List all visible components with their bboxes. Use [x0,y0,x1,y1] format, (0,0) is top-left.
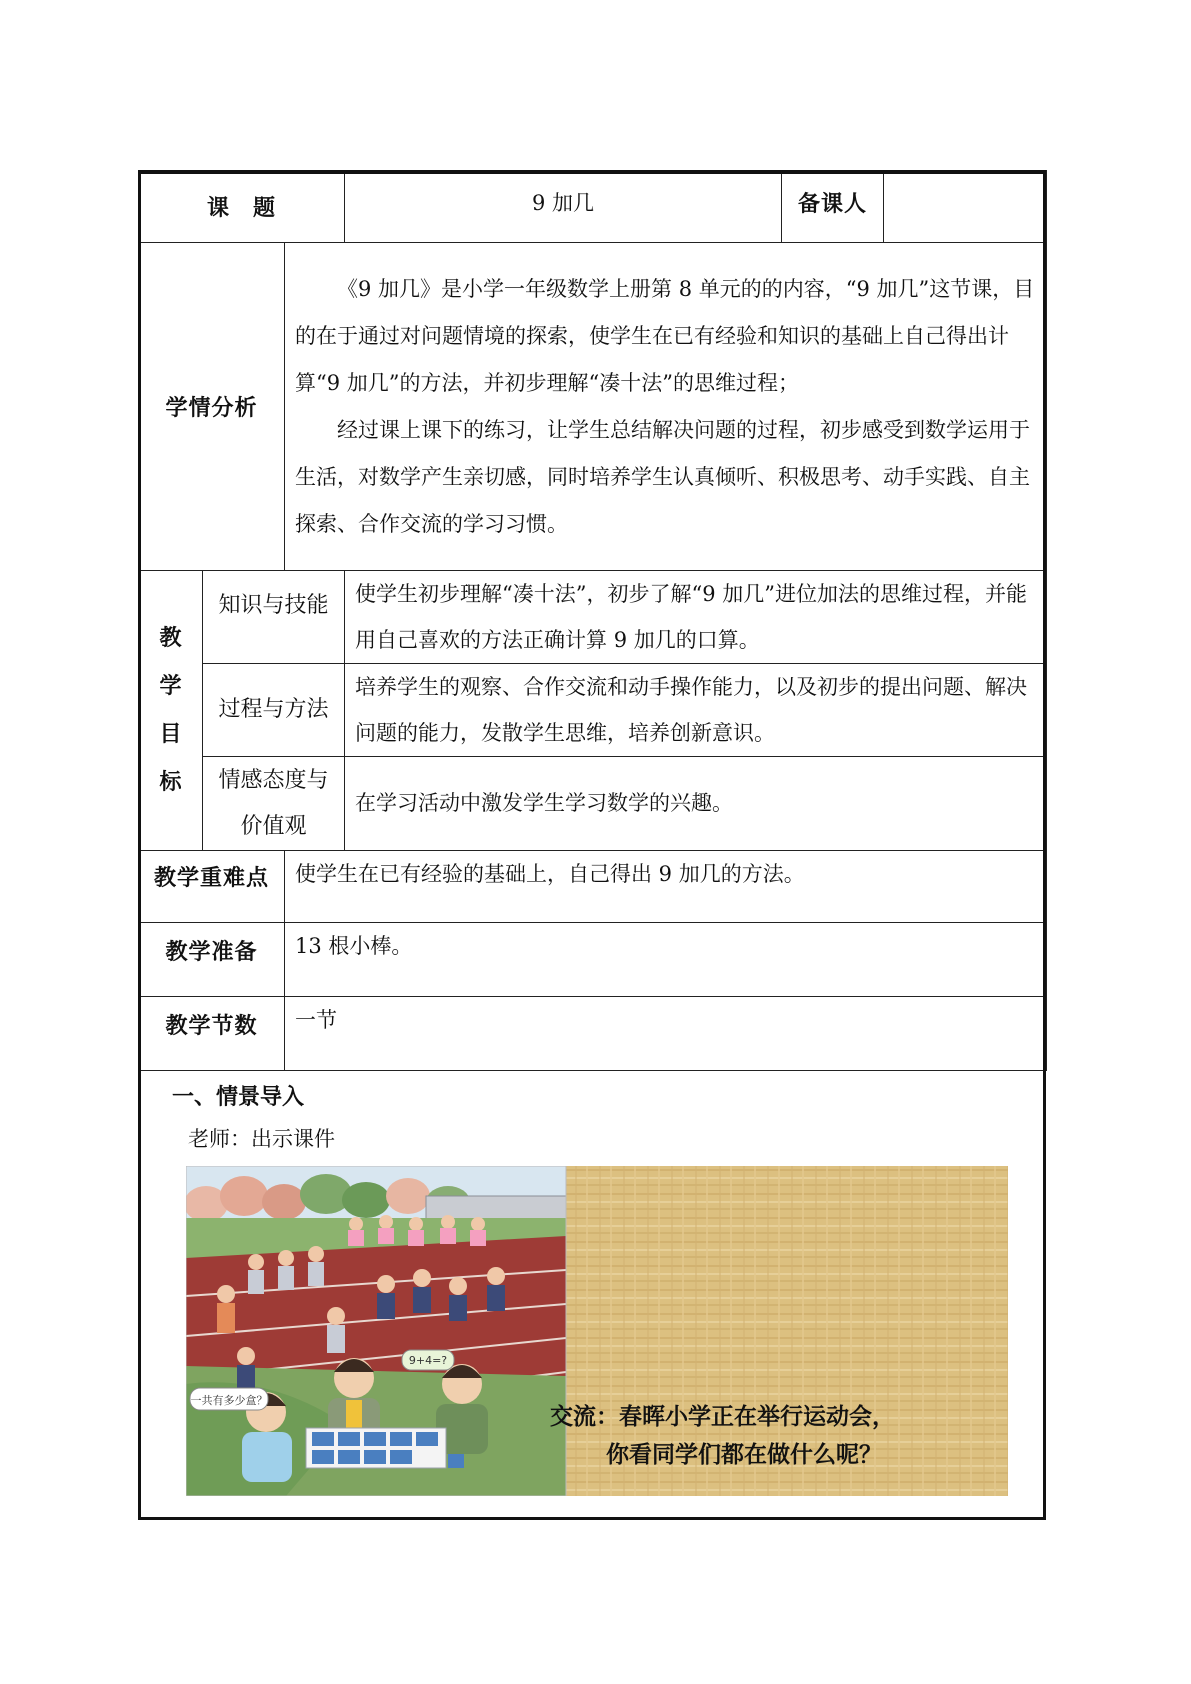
goal-text-attitude: 在学习活动中激发学生学习数学的兴趣。 [345,757,1047,851]
goals-label-char-2: 学 [159,673,182,699]
speech-bubble-left [190,1388,268,1410]
goal-name-attitude-line2: 价值观 [240,813,307,839]
slide-caption-line-1: 交流：春晖小学正在举行运动会， [550,1404,895,1430]
preparation-label: 教学准备 [139,923,285,997]
goal-text-process: 培养学生的观察、合作交流和动手操作能力，以及初步的提出问题、解决问题的能力，发散学生思维，培养创新意识。 [345,664,1047,757]
section-title-intro: 一、情景导入 [172,1085,305,1110]
slide-caption-line-2: 你看同学们都在做什么呢？ [606,1442,882,1468]
bubble-right-text: 9+4=? [408,1354,448,1367]
key-points-text: 使学生在已有经验的基础上，自己得出 9 加几的方法。 [285,851,1047,923]
goals-label-char-4: 标 [159,769,182,795]
courseware-slide [186,1166,1008,1496]
goals-label-char-3: 目 [159,721,182,747]
topic-label: 课 题 [139,171,345,243]
milk-crate [306,1428,464,1468]
teacher-instruction: 老师：出示课件 [188,1127,335,1151]
periods-label: 教学节数 [139,997,285,1071]
preparer-label: 备课人 [782,171,884,243]
topic-value: 9 加几 [345,171,782,243]
bubble-left-text: 一共有多少盒？ [190,1394,268,1407]
goal-name-knowledge: 知识与技能 [203,571,345,664]
goal-name-process: 过程与方法 [203,664,345,757]
analysis-paragraph-2: 经过课上课下的练习，让学生总结解决问题的过程，初步感受到数学运用于生活，对数学产生亲切感，同时培养学生认真倾听、积极思考、动手实践、自主探索、合作交流的学习习惯。 [295,417,1030,536]
analysis-paragraph-1: 《9 加几》是小学一年级数学上册第 8 单元的的内容，“9 加几”这节课，目的在于通过对问题情境的探索，使学生在已有经验和知识的基础上自己得出计算“9 加几”的方法，并初步理解“凑十法”的思维过程； [295,276,1035,395]
goal-name-attitude-line1: 情感态度与 [218,767,329,793]
slide-illustration [186,1166,1008,1496]
preparation-text: 13 根小棒。 [285,923,1047,997]
goal-text-knowledge: 使学生初步理解“凑十法”，初步了解“9 加几”进位加法的思维过程，并能用自己喜欢的方法正确计算 9 加几的口算。 [345,571,1047,664]
speech-bubble-right [402,1350,454,1370]
analysis-label: 学情分析 [139,243,285,571]
goals-label-char-1: 教 [159,625,182,651]
periods-text: 一节 [285,997,1047,1071]
key-points-label: 教学重难点 [139,851,285,923]
